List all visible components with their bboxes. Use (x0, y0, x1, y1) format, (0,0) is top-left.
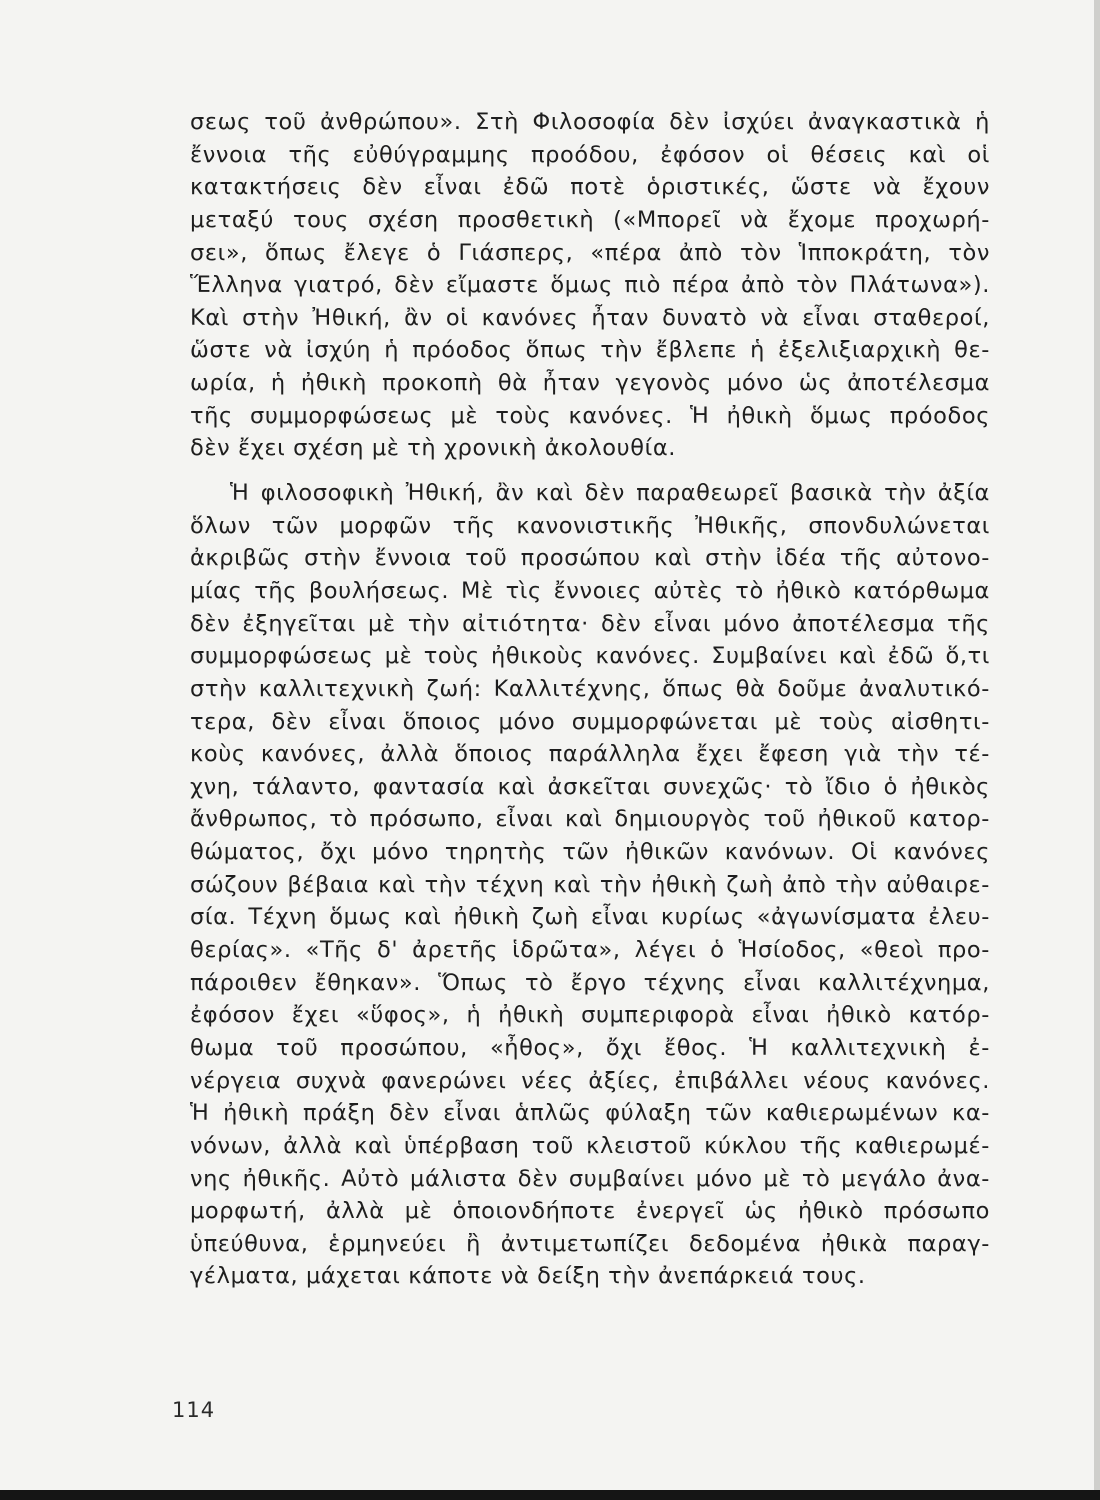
text-line: ωρία, ἡ ἠθικὴ προκοπὴ θὰ ἦταν γεγονὸς μόνο ὡς ἀποτέλεσμα (190, 370, 990, 397)
text-line: χνη, τάλαντο, φαντασία καὶ ἀσκεῖται συνεχῶς· τὸ ἴδιο ὁ ἠθικὸς (190, 773, 990, 800)
text-line: συμμορφώσεως μὲ τοὺς ἠθικοὺς κανόνες. Συμβαίνει καὶ ἐδῶ ὅ,τι (190, 643, 990, 670)
body-text (190, 106, 990, 1293)
text-line: Ἡ ἠθικὴ πράξη δὲν εἶναι ἁπλῶς φύλαξη τῶν καθιερωμένων κα- (190, 1100, 990, 1127)
paragraph-gap (190, 465, 990, 477)
text-line: θερίας». «Τῆς δ' ἀρετῆς ἱδρῶτα», λέγει ὁ Ἡσίοδος, «θεοὶ προ- (190, 937, 990, 964)
text-line: σει», ὅπως ἔλεγε ὁ Γιάσπερς, «πέρα ἀπὸ τὸν Ἱπποκράτη, τὸν (190, 239, 990, 266)
text-line: τῆς συμμορφώσεως μὲ τοὺς κανόνες. Ἡ ἠθικὴ ὅμως πρόοδος (190, 402, 990, 429)
text-line: ἔννοια τῆς εὐθύγραμμης προόδου, ἐφόσον οἱ θέσεις καὶ οἱ (190, 141, 990, 168)
text-line: δὲν ἔχει σχέση μὲ τὴ χρονικὴ ἀκολουθία. (190, 435, 677, 462)
page-number: 114 (172, 1398, 216, 1422)
text-line: ὑπεύθυνα, ἑρμηνεύει ἢ ἀντιμετωπίζει δεδομένα ἠθικὰ παραγ- (190, 1230, 990, 1257)
text-line: νόνων, ἀλλὰ καὶ ὑπέρβαση τοῦ κλειστοῦ κύκλου τῆς καθιερωμέ- (190, 1132, 990, 1159)
paragraph-2 (190, 477, 990, 1293)
text-line: πάροιθεν ἔθηκαν». Ὅπως τὸ ἔργο τέχνης εἶναι καλλιτέχνημα, (190, 969, 990, 996)
text-line: νης ἠθικῆς. Αὐτὸ μάλιστα δὲν συμβαίνει μόνο μὲ τὸ μεγάλο ἀνα- (190, 1165, 990, 1192)
text-line: γέλματα, μάχεται κάποτε νὰ δείξη τὴν ἀνεπάρκειά τους. (190, 1263, 866, 1290)
text-line: ἐφόσον ἔχει «ὕφος», ἡ ἠθικὴ συμπεριφορὰ εἶναι ἠθικὸ κατόρ- (190, 1002, 990, 1029)
text-line: θώματος, ὄχι μόνο τηρητὴς τῶν ἠθικῶν κανόνων. Οἱ κανόνες (190, 839, 990, 866)
text-line: δὲν ἐξηγεῖται μὲ τὴν αἰτιότητα· δὲν εἶναι μόνο ἀποτέλεσμα τῆς (190, 610, 990, 637)
text-line: σία. Τέχνη ὅμως καὶ ἠθικὴ ζωὴ εἶναι κυρίως «ἀγωνίσματα ἐλευ- (190, 904, 990, 931)
paragraph-1 (190, 106, 990, 465)
text-line: ἀκριβῶς στὴν ἔννοια τοῦ προσώπου καὶ στὴν ἰδέα τῆς αὐτονο- (190, 545, 990, 572)
text-line: σεως τοῦ ἀνθρώπου». Στὴ Φιλοσοφία δὲν ἰσχύει ἀναγκαστικὰ ἡ (190, 109, 990, 135)
text-line: ἄνθρωπος, τὸ πρόσωπο, εἶναι καὶ δημιουργὸς τοῦ ἠθικοῦ κατορ- (190, 806, 990, 833)
text-line: Ἡ φιλοσοφικὴ Ἠθική, ἂν καὶ δὲν παραθεωρεῖ βασικὰ τὴν ἀξία (230, 480, 990, 507)
text-line: σώζουν βέβαια καὶ τὴν τέχνη καὶ τὴν ἠθικὴ ζωὴ ἀπὸ τὴν αὐθαιρε- (190, 871, 990, 898)
text-line: κοὺς κανόνες, ἀλλὰ ὅποιος παράλληλα ἔχει ἔφεση γιὰ τὴν τέ- (190, 741, 990, 768)
scan-bottom-border (0, 1490, 1100, 1500)
text-line: μορφωτή, ἀλλὰ μὲ ὁποιονδήποτε ἐνεργεῖ ὡς ἠθικὸ πρόσωπο (190, 1198, 990, 1225)
text-line: μεταξύ τους σχέση προσθετικὴ («Μπορεῖ νὰ ἔχομε προχωρή- (190, 206, 990, 233)
text-line: νέργεια συχνὰ φανερώνει νέες ἀξίες, ἐπιβάλλει νέους κανόνες. (190, 1067, 990, 1094)
text-line: ὅλων τῶν μορφῶν τῆς κανονιστικῆς Ἠθικῆς, σπονδυλώνεται (190, 512, 990, 539)
text-line: κατακτήσεις δὲν εἶναι ἐδῶ ποτὲ ὁριστικές, ὥστε νὰ ἔχουν (190, 174, 990, 201)
text-line: θωμα τοῦ προσώπου, «ἦθος», ὄχι ἔθος. Ἡ καλλιτεχνικὴ ἐ- (190, 1034, 990, 1061)
text-line: ὥστε νὰ ἰσχύη ἡ πρόοδος ὅπως τὴν ἔβλεπε ἡ ἐξελιξιαρχικὴ θε- (190, 337, 990, 364)
text-line: μίας τῆς βουλήσεως. Μὲ τὶς ἔννοιες αὐτὲς τὸ ἠθικὸ κατόρθωμα (190, 577, 990, 604)
text-line: Καὶ στὴν Ἠθική, ἂν οἱ κανόνες ἦταν δυνατὸ νὰ εἶναι σταθεροί, (190, 304, 990, 331)
text-line: τερα, δὲν εἶναι ὅποιος μόνο συμμορφώνεται μὲ τοὺς αἰσθητι- (190, 708, 990, 735)
page-edge-shadow (1094, 0, 1100, 1500)
text-line: στὴν καλλιτεχνικὴ ζωή: Καλλιτέχνης, ὅπως θὰ δοῦμε ἀναλυτικό- (190, 675, 990, 702)
text-line: Ἕλληνα γιατρό, δὲν εἴμαστε ὅμως πιὸ πέρα ἀπὸ τὸν Πλάτωνα»). (190, 272, 990, 299)
